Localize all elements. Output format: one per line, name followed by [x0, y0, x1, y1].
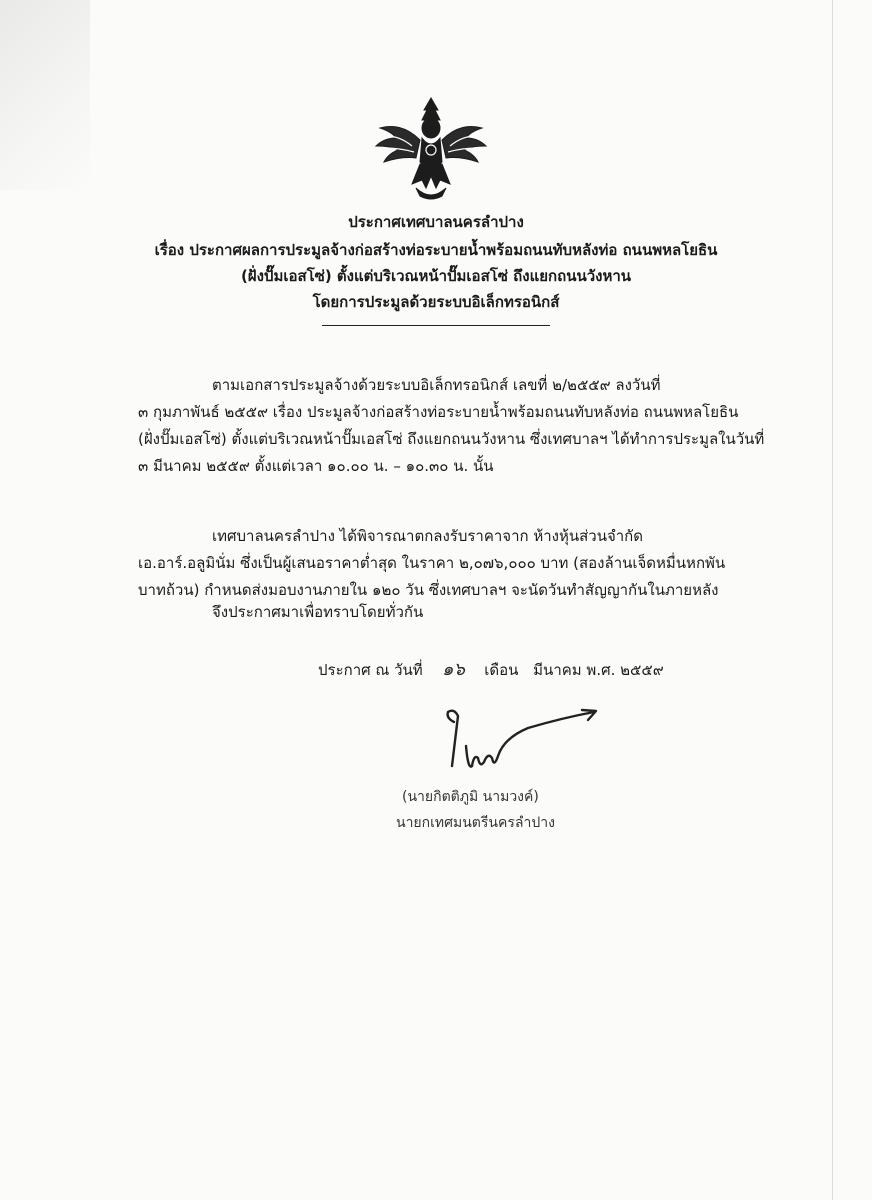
closing-sentence: จึงประกาศมาเพื่อทราบโดยทั่วกัน [212, 603, 424, 621]
paragraph-line: ตามเอกสารประมูลจ้างด้วยระบบอิเล็กทรอนิกส์ เลขที่ ๒/๒๕๕๙ ลงวันที่ [212, 376, 661, 394]
paragraph-award [138, 523, 730, 604]
garuda-emblem-icon [372, 92, 490, 204]
paragraph-reference [138, 372, 765, 480]
date-line [318, 654, 664, 683]
signatory-position: นายกเทศมนตรีนครลำปาง [396, 815, 555, 831]
handwritten-signature [432, 708, 602, 778]
date-prefix: ประกาศ ณ วันที่ [318, 661, 423, 679]
date-month-year: มีนาคม พ.ศ. ๒๕๕๙ [533, 661, 664, 679]
paragraph-line: (ฝั่งปั๊มเอสโซ่) ตั้งแต่บริเวณหน้าปั๊มเอสโซ่ ถึงแยกถนนวังหาน ซึ่งเทศบาลฯ ได้ทำการประมูลในวันที่ [138, 430, 765, 448]
paragraph-line: เทศบาลนครลำปาง ได้พิจารณาตกลงรับราคาจาก ห้างหุ้นส่วนจำกัด [212, 527, 644, 545]
page-fold-shadow [0, 0, 90, 190]
paragraph-line: บาทถ้วน) กำหนดส่งมอบงานภายใน ๑๒๐ วัน ซึ่งเทศบาลฯ จะนัดวันทำสัญญากันในภายหลัง [138, 581, 719, 599]
page-edge [832, 0, 833, 1200]
announcement-subject-line-1: เรื่อง ประกาศผลการประมูลจ้างก่อสร้างท่อระบายน้ำพร้อมถนนทับหลังท่อ ถนนพหลโยธิน [154, 241, 718, 259]
announcement-subject-line-3: โดยการประมูลด้วยระบบอิเล็กทรอนิกส์ [312, 293, 560, 311]
title-underline [322, 325, 550, 326]
date-day-handwritten: ๑๖ [442, 659, 465, 680]
date-month-label: เดือน [484, 661, 519, 679]
announcement-org-title: ประกาศเทศบาลนครลำปาง [348, 213, 524, 231]
paragraph-line: ๓ มีนาคม ๒๕๕๙ ตั้งแต่เวลา ๑๐.๐๐ น. – ๑๐.๓๐ น. นั้น [138, 457, 494, 475]
signatory-name: (นายกิตติภูมิ นามวงค์) [402, 789, 539, 805]
paragraph-line: เอ.อาร์.อลูมินั่ม ซึ่งเป็นผู้เสนอราคาต่ำสุด ในราคา ๒,๐๗๖,๐๐๐ บาท (สองล้านเจ็ดหมื่นหกพัน [138, 554, 726, 572]
announcement-subject-line-2: (ฝั่งปั๊มเอสโซ่) ตั้งแต่บริเวณหน้าปั๊มเอสโซ่ ถึงแยกถนนวังหาน [240, 267, 632, 285]
paragraph-line: ๓ กุมภาพันธ์ ๒๕๕๙ เรื่อง ประมูลจ้างก่อสร้างท่อระบายน้ำพร้อมถนนทับหลังท่อ ถนนพหลโยธิน [138, 403, 739, 421]
